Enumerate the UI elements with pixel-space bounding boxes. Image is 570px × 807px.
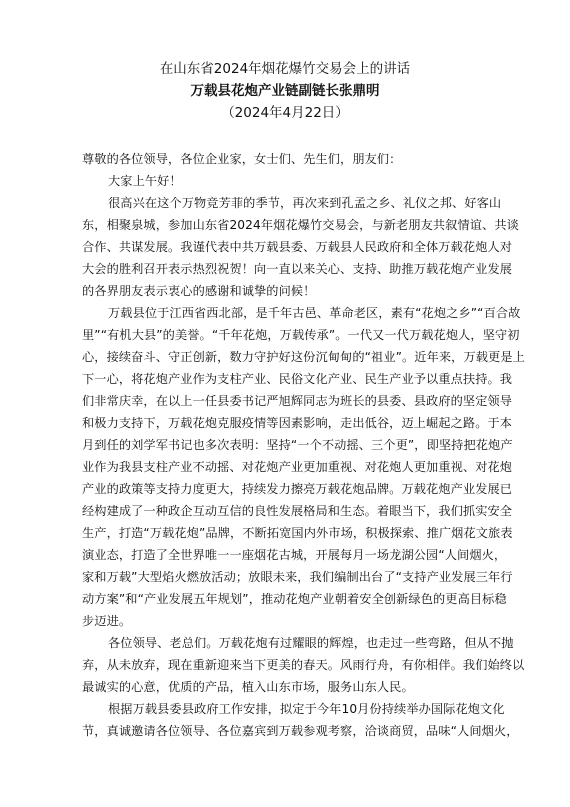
paragraph-line: 很高兴在这个万物竞芳菲的季节，再次来到孔孟之乡、礼仪之邦、好客山: [108, 196, 502, 210]
paragraph-line: 心，接续奋斗、守正创新，数力守护好这份沉甸甸的“祖业”。近年来，万载更是上: [82, 350, 525, 364]
paragraph-line: 们非常庆幸，在以上一任县委书记严旭辉同志为班长的县委、县政府的坚定领导: [82, 394, 513, 408]
paragraph-line: 生产，打造“万载花炮”品牌，不断拓宽国内外市场，积极探索、推广烟花文旅表: [82, 526, 513, 540]
paragraph-line: 东，相聚泉城，参加山东省2024年烟花爆竹交易会，与新老朋友共叙情谊、共谈: [82, 218, 519, 232]
paragraph-line: 弃，从未放弃，现在重新迎来当下更美的春天。风雨行舟，有你相伴。我们始终以: [82, 658, 525, 672]
paragraph-line: 经构建成了一种政企互动互信的良性发展格局和生态。着眼当下，我们抓实安全: [82, 504, 513, 518]
paragraph-line: 各位领导、老总们。万载花炮有过耀眼的辉煌，也走过一些弯路，但从不抛: [108, 636, 514, 650]
speaker-line: 万载县花炮产业链副链长张鼎明: [190, 83, 380, 99]
paragraph-line: 和极力支持下，万载花炮克服疫情等因素影响，走出低谷，迈上崛起之路。于本: [82, 416, 513, 430]
paragraph-line: 里”“有机大县”的美誉。“千年花炮，万载传承”。一代又一代万载花炮人，坚守初: [82, 328, 520, 342]
paragraph-line: 根据万载县委县政府工作安排，拟定于今年10月份持续举办国际花炮文化: [108, 702, 505, 716]
paragraph-line: 万载县位于江西省西北部，是千年古邑、革命老区，素有“花炮之乡”“百合故: [108, 306, 521, 320]
paragraph-line: 业作为我县支柱产业不动摇、对花炮产业更加重视、对花炮人更加重视、对花炮: [82, 460, 513, 474]
title-block: [0, 58, 570, 124]
paragraph-line: 合作、共谋发展。我谨代表中共万载县委、万载县人民政府和全体万载花炮人对: [82, 240, 513, 254]
paragraph-line: 产业的政策等支持力度更大，持续发力擦亮万载花炮品牌。万载花炮产业发展已: [82, 482, 513, 496]
speech-title: 在山东省2024年烟花爆竹交易会上的讲话: [159, 61, 411, 77]
paragraph-line: 演业态，打造了全世界唯一一座烟花古城，开展每月一场龙湖公园“人间烟火，: [82, 548, 507, 562]
paragraph-line: 下一心，将花炮产业作为支柱产业、民俗文化产业、民生产业予以重点扶持。我: [82, 372, 513, 386]
speech-body: [82, 148, 525, 742]
speech-date: （2024年4月22日）: [221, 105, 349, 121]
salutation-line: 尊敬的各位领导，各位企业家，女士们、先生们，朋友们：: [82, 152, 402, 166]
paragraph-line: 大会的胜利召开表示热烈祝贺！向一直以来关心、支持、助推万载花炮产业发展: [82, 262, 513, 276]
paragraph-line: 动方案”和“产业发展五年规划”，推动花炮产业朝着安全创新绿色的更高目标稳: [82, 592, 507, 606]
paragraph-line: 的各界朋友表示衷心的感谢和诚挚的问候！: [82, 284, 316, 298]
greeting-line: 大家上午好！: [108, 174, 182, 188]
paragraph-line: 最诚实的心意，优质的产品，植入山东市场，服务山东人民。: [82, 680, 414, 694]
paragraph-line: 步迈进。: [82, 614, 132, 628]
paragraph-line: 家和万载”大型焰火燃放活动；放眼未来，我们编制出台了“支持产业发展三年行: [82, 570, 513, 584]
paragraph-line: 节，真诚邀请各位领导、各位嘉宾到万载参观考察，洽谈商贸，品味“人间烟火，: [82, 724, 519, 738]
paragraph-line: 月到任的刘学军书记也多次表明：坚持“一个不动摇、三个更”，即坚持把花炮产: [82, 438, 513, 452]
